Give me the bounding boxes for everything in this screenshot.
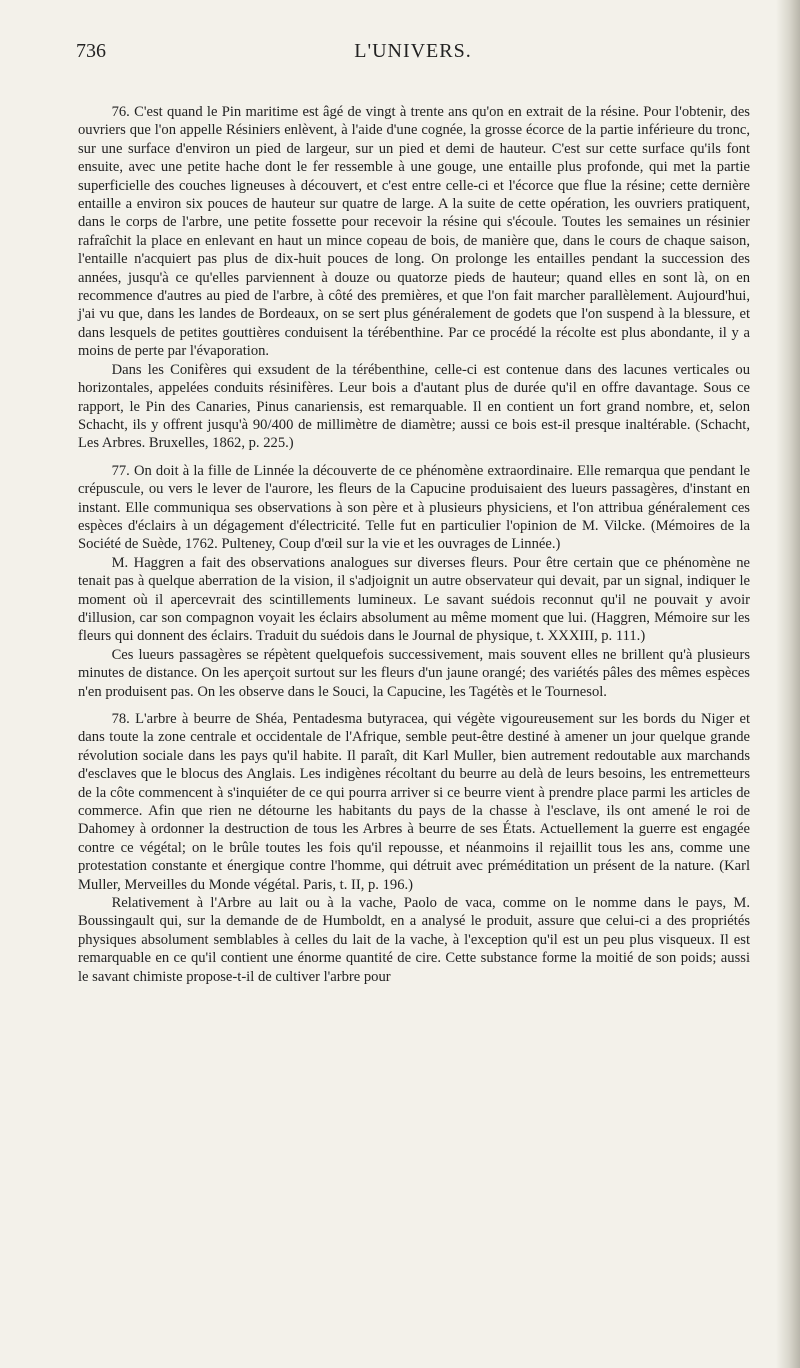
paragraph-77: 77. On doit à la fille de Linnée la découverte de ce phénomène extraordinaire. Elle remarqua que pendant le crépuscule, ou vers le lever de l'aurore, les fleurs de la Capucine produisaient des lueurs passagères, d'instant en instant. Elle communiqua ses observations à son père et à plusieurs physiciens, et l'on attribua généralement ces espèces d'éclairs à un dégagement d'électricité. Telle fut en particulier l'opinion de M. Vilcke. (Mémoires de la Société de Suède, 1762. Pulteney, Coup d'œil sur la vie et les ouvrages de Linnée.) — [78, 462, 750, 553]
paragraph-77-lueurs: Ces lueurs passagères se répètent quelquefois successivement, mais souvent elles ne brillent qu'à plusieurs minutes de distance. On les aperçoit surtout sur les fleurs d'un jaune orangé; des variétés pâles des mêmes espèces n'en produisent pas. On les observe dans le Souci, la Capucine, les Tagétès et le Tournesol. — [78, 646, 750, 700]
page-header — [76, 40, 750, 72]
page-edge-shadow — [776, 0, 800, 1368]
paragraph-78: 78. L'arbre à beurre de Shéa, Pentadesma butyracea, qui végète vigoureusement sur les bords du Niger et dans toute la zone centrale et occidentale de l'Afrique, semble peut-être destiné à amener un jour quelque grande révolution sociale dans les pays qu'il habite. Il paraît, dit Karl Muller, bien autrement redoutable aux marchands d'esclaves que le blocus des Anglais. Les indigènes récoltant du beurre au delà de leurs besoins, les entremetteurs de la côte commencent à s'inquiéter de ce qui pourra arriver si ce beurre vient à prendre place parmi les articles de commerce. Afin que rien ne détourne les habitants du pays de la chasse à l'esclave, ils ont amené le roi de Dahomey à ordonner la destruction de tous les Arbres à beurre de ses États. Actuellement la guerre est engagée contre ce végétal; on le brûle toutes les fois qu'il repousse, et néanmoins il rejaillit tous les ans, comme une protestation constante et énergique contre l'homme, qui détruit avec préméditation un présent de la nature. (Karl Muller, Merveilles du Monde végétal. Paris, t. II, p. 196.) — [78, 711, 750, 893]
page-number: 736 — [76, 40, 106, 62]
paragraph-76: 76. C'est quand le Pin maritime est âgé de vingt à trente ans qu'on en extrait de la résine. Pour l'obtenir, des ouvriers que l'on appelle Résiniers enlèvent, à l'aide d'une cognée, la grosse écorce de la partie inférieure du tronc, sur une surface d'environ un pied de largeur, sur un pied et demi de hauteur. C'est sur cette surface qu'ils font ensuite, avec une petite hache dont le fer ressemble à une gouge, une entaille plus profonde, qui met la partie superficielle des couches ligneuses à découvert, et c'est entre celle-ci et l'écorce que flue la résine; cette dernière entaille a environ six pouces de hauteur sur quatre de large. A la suite de cette opération, les ouvriers pratiquent, dans le corps de l'arbre, une petite fossette pour recevoir la résine qui s'écoule. Toutes les semaines un résinier rafraîchit la place en enlevant en haut un mince copeau de bois, de manière que, dans le cours de chaque saison, l'entaille n'acquiert pas plus de dix-huit pouces de long. On prolonge les entailles pendant la succession des années, jusqu'à ce qu'elles parviennent à douze ou quatorze pieds de hauteur; quand elles en sont là, on en recommence d'autres au pied de l'arbre, à côté des premières, et que l'on fait marcher parallèlement. Aujourd'hui, j'ai vu que, dans les landes de Bordeaux, on se sert plus généralement de godets que l'on suspend à la blessure, et dans lesquels de petites gouttières conduisent la térébenthine. Par ce procédé la récolte est plus abondante, il y a moins de perte par l'évaporation. — [78, 104, 750, 360]
paragraph-78-arbre-au-lait: Relativement à l'Arbre au lait ou à la vache, Paolo de vaca, comme on le nomme dans le pays, M. Boussingault qui, sur la demande de de Humboldt, en a analysé le produit, assure que celui-ci a des propriétés physiques absolument semblables à celles du lait de la vache, à l'exception qu'il est un peu plus visqueux. Il est remarquable en ce qu'il contient une énorme quantité de cire. Cette substance forme la moitié de son poids; aussi le savant chimiste propose-t-il de cultiver l'arbre pour — [78, 895, 750, 985]
body-text — [78, 103, 750, 986]
paragraph-77-haggren: M. Haggren a fait des observations analogues sur diverses fleurs. Pour être certain que ce phénomène ne tenait pas à quelque aberration de la vision, il s'adjoignit un autre observateur qui devait, par un signal, indiquer le moment où il apercevrait des scintillements lumineux. Le savant suédois reconnut qu'il ne pouvait y avoir d'illusion, car son compagnon voyait les éclairs absolument au même moment que lui. (Haggren, Mémoire sur les fleurs qui donnent des éclairs. Traduit du suédois dans le Journal de physique, t. XXXIII, p. 111.) — [78, 554, 750, 645]
running-title: L'UNIVERS. — [354, 40, 472, 62]
paragraph-76-conifers: Dans les Conifères qui exsudent de la térébenthine, celle-ci est contenue dans des lacunes verticales ou horizontales, appelées conduits résinifères. Leur bois a d'autant plus de durée qu'il en offre davantage. Sous ce rapport, le Pin des Canaries, Pinus canariensis, est remarquable. Il en contient un fort grand nombre, et, selon Schacht, ils y offrent jusqu'à 90/400 de millimètre de diamètre; aussi ce bois est-il presque inaltérable. (Schacht, Les Arbres. Bruxelles, 1862, p. 225.) — [78, 361, 750, 452]
